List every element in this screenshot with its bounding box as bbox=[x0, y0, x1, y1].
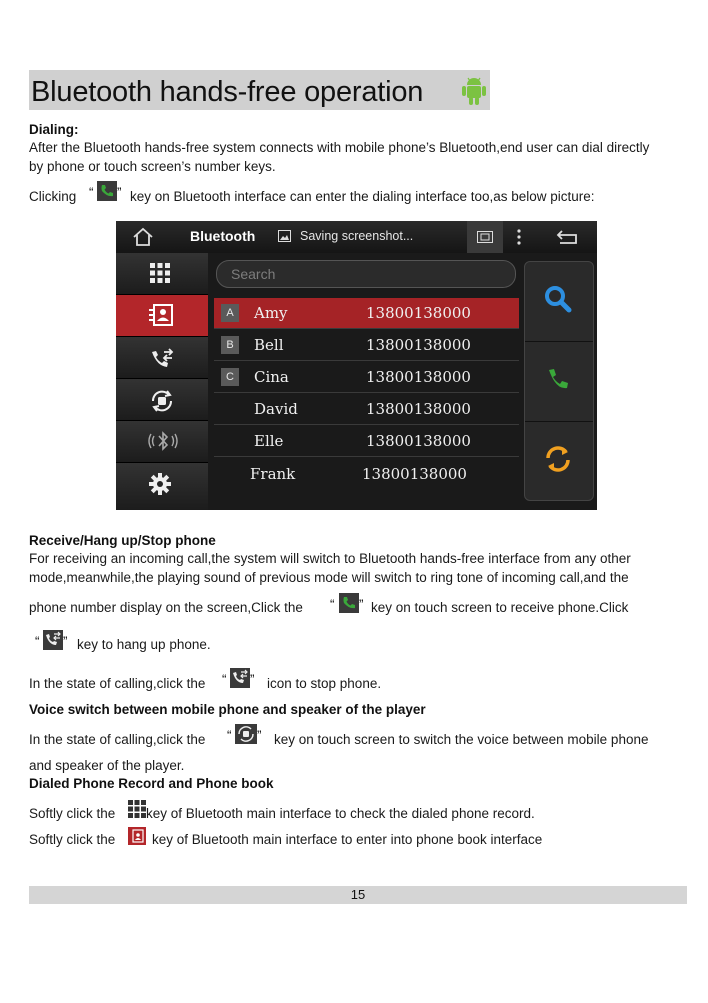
receive-heading: Receive/Hang up/Stop phone bbox=[29, 533, 216, 548]
open-quote: “ bbox=[35, 634, 40, 649]
contact-name: Elle bbox=[254, 432, 284, 450]
phonebook-icon bbox=[148, 304, 174, 326]
sync-icon bbox=[543, 444, 573, 474]
settings-icon bbox=[148, 472, 172, 496]
side-btn-settings[interactable] bbox=[116, 463, 208, 510]
top-bar bbox=[116, 221, 597, 253]
contact-number: 13800138000 bbox=[366, 336, 471, 354]
stop-text: In the state of calling,click the bbox=[29, 676, 206, 691]
side-btn-bluetooth[interactable] bbox=[116, 421, 208, 463]
side-btn-call-log[interactable] bbox=[116, 337, 208, 379]
contact-name: David bbox=[254, 400, 298, 418]
dialing-clicking-rest: key on Bluetooth interface can enter the dialing interface too,as below picture: bbox=[130, 189, 595, 204]
keypad-icon bbox=[128, 800, 146, 818]
contact-number: 13800138000 bbox=[362, 465, 467, 483]
dialing-text-line2: by phone or touch screen’s number keys. bbox=[29, 159, 276, 174]
image-icon bbox=[278, 230, 291, 242]
sync-button[interactable] bbox=[525, 422, 593, 501]
close-quote: ” bbox=[117, 185, 122, 200]
screenshot-button[interactable] bbox=[467, 221, 503, 253]
contact-number: 13800138000 bbox=[366, 368, 471, 386]
back-icon[interactable] bbox=[556, 228, 580, 246]
receive-text-line3: phone number display on the screen,Click the bbox=[29, 600, 303, 615]
voice-text-line1-rest: key on touch screen to switch the voice between mobile phone bbox=[274, 732, 649, 747]
side-btn-keypad[interactable] bbox=[116, 253, 208, 295]
screenshot-icon bbox=[477, 231, 493, 243]
close-quote: ” bbox=[359, 597, 364, 612]
voice-switch-icon bbox=[148, 388, 176, 414]
android-logo-icon bbox=[459, 73, 489, 107]
contact-row[interactable] bbox=[214, 394, 519, 425]
contact-row[interactable] bbox=[214, 330, 519, 361]
side-menu bbox=[116, 253, 208, 510]
dialing-clicking-label: Clicking bbox=[29, 189, 77, 204]
phonebook-icon bbox=[128, 827, 146, 845]
home-icon[interactable] bbox=[132, 227, 154, 247]
voice-switch-icon bbox=[235, 724, 257, 744]
records-text-line1-rest: key of Bluetooth main interface to check the dialed phone record. bbox=[146, 806, 535, 821]
hangup-text: key to hang up phone. bbox=[77, 637, 211, 652]
page-number: 15 bbox=[350, 887, 366, 902]
search-placeholder: Search bbox=[231, 266, 276, 282]
contact-number: 13800138000 bbox=[366, 304, 471, 322]
side-btn-voice-switch[interactable] bbox=[116, 379, 208, 421]
voice-text-line2: and speaker of the player. bbox=[29, 758, 185, 773]
contact-number: 13800138000 bbox=[366, 432, 471, 450]
contact-name: Bell bbox=[254, 336, 284, 354]
contact-row[interactable] bbox=[214, 362, 519, 393]
open-quote: “ bbox=[330, 597, 335, 612]
keypad-icon bbox=[148, 262, 172, 284]
page-title: Bluetooth hands-free operation bbox=[31, 76, 424, 108]
side-btn-phonebook[interactable] bbox=[116, 295, 208, 337]
contact-number: 13800138000 bbox=[366, 400, 471, 418]
receive-text-line2: mode,meanwhile,the playing sound of previous mode will switch to ring tone of incoming call,and the bbox=[29, 570, 629, 585]
call-button[interactable] bbox=[525, 342, 593, 422]
call-icon bbox=[97, 181, 117, 201]
records-heading: Dialed Phone Record and Phone book bbox=[29, 776, 274, 791]
call-icon bbox=[543, 364, 573, 394]
contact-name: Amy bbox=[254, 304, 288, 322]
contact-row[interactable] bbox=[214, 426, 519, 457]
call-icon bbox=[339, 593, 359, 613]
contact-row[interactable] bbox=[214, 459, 519, 489]
contact-name: Cina bbox=[254, 368, 289, 386]
call-log-icon bbox=[148, 346, 176, 370]
records-text-line2-rest: key of Bluetooth main interface to enter into phone book interface bbox=[152, 832, 543, 847]
search-button[interactable] bbox=[525, 262, 593, 342]
contact-name: Frank bbox=[250, 465, 296, 483]
bluetooth-screenshot bbox=[116, 221, 597, 510]
search-icon bbox=[543, 284, 573, 314]
close-quote: ” bbox=[250, 672, 255, 687]
call-log-icon bbox=[43, 630, 63, 650]
page-footer bbox=[29, 886, 687, 904]
dialing-heading: Dialing: bbox=[29, 122, 79, 137]
receive-text-line3-rest: key on touch screen to receive phone.Click bbox=[371, 600, 629, 615]
close-quote: ” bbox=[63, 634, 68, 649]
stop-text-rest: icon to stop phone. bbox=[267, 676, 382, 691]
receive-text-line1: For receiving an incoming call,the system will switch to Bluetooth hands-free interface from any other bbox=[29, 551, 631, 566]
bluetooth-icon bbox=[148, 430, 178, 452]
open-quote: “ bbox=[222, 672, 227, 687]
app-title: Bluetooth bbox=[190, 228, 256, 244]
contact-letter: C bbox=[221, 368, 239, 386]
close-quote: ” bbox=[257, 728, 262, 743]
call-log-icon bbox=[230, 668, 250, 688]
action-panel bbox=[524, 261, 594, 501]
contact-letter: A bbox=[221, 304, 239, 322]
open-quote: “ bbox=[227, 728, 232, 743]
records-text-line1: Softly click the bbox=[29, 806, 116, 821]
overflow-menu-icon[interactable] bbox=[517, 229, 521, 245]
voice-text-line1: In the state of calling,click the bbox=[29, 732, 206, 747]
records-text-line2: Softly click the bbox=[29, 832, 116, 847]
title-bar bbox=[29, 70, 490, 110]
dialing-text-line1: After the Bluetooth hands-free system connects with mobile phone’s Bluetooth,end user can dial directly bbox=[29, 140, 650, 155]
open-quote: “ bbox=[89, 185, 94, 200]
search-input[interactable] bbox=[216, 260, 516, 288]
status-text: Saving screenshot... bbox=[300, 229, 414, 243]
contact-row[interactable] bbox=[214, 298, 519, 329]
contact-letter: B bbox=[221, 336, 239, 354]
voice-heading: Voice switch between mobile phone and speaker of the player bbox=[29, 702, 426, 717]
